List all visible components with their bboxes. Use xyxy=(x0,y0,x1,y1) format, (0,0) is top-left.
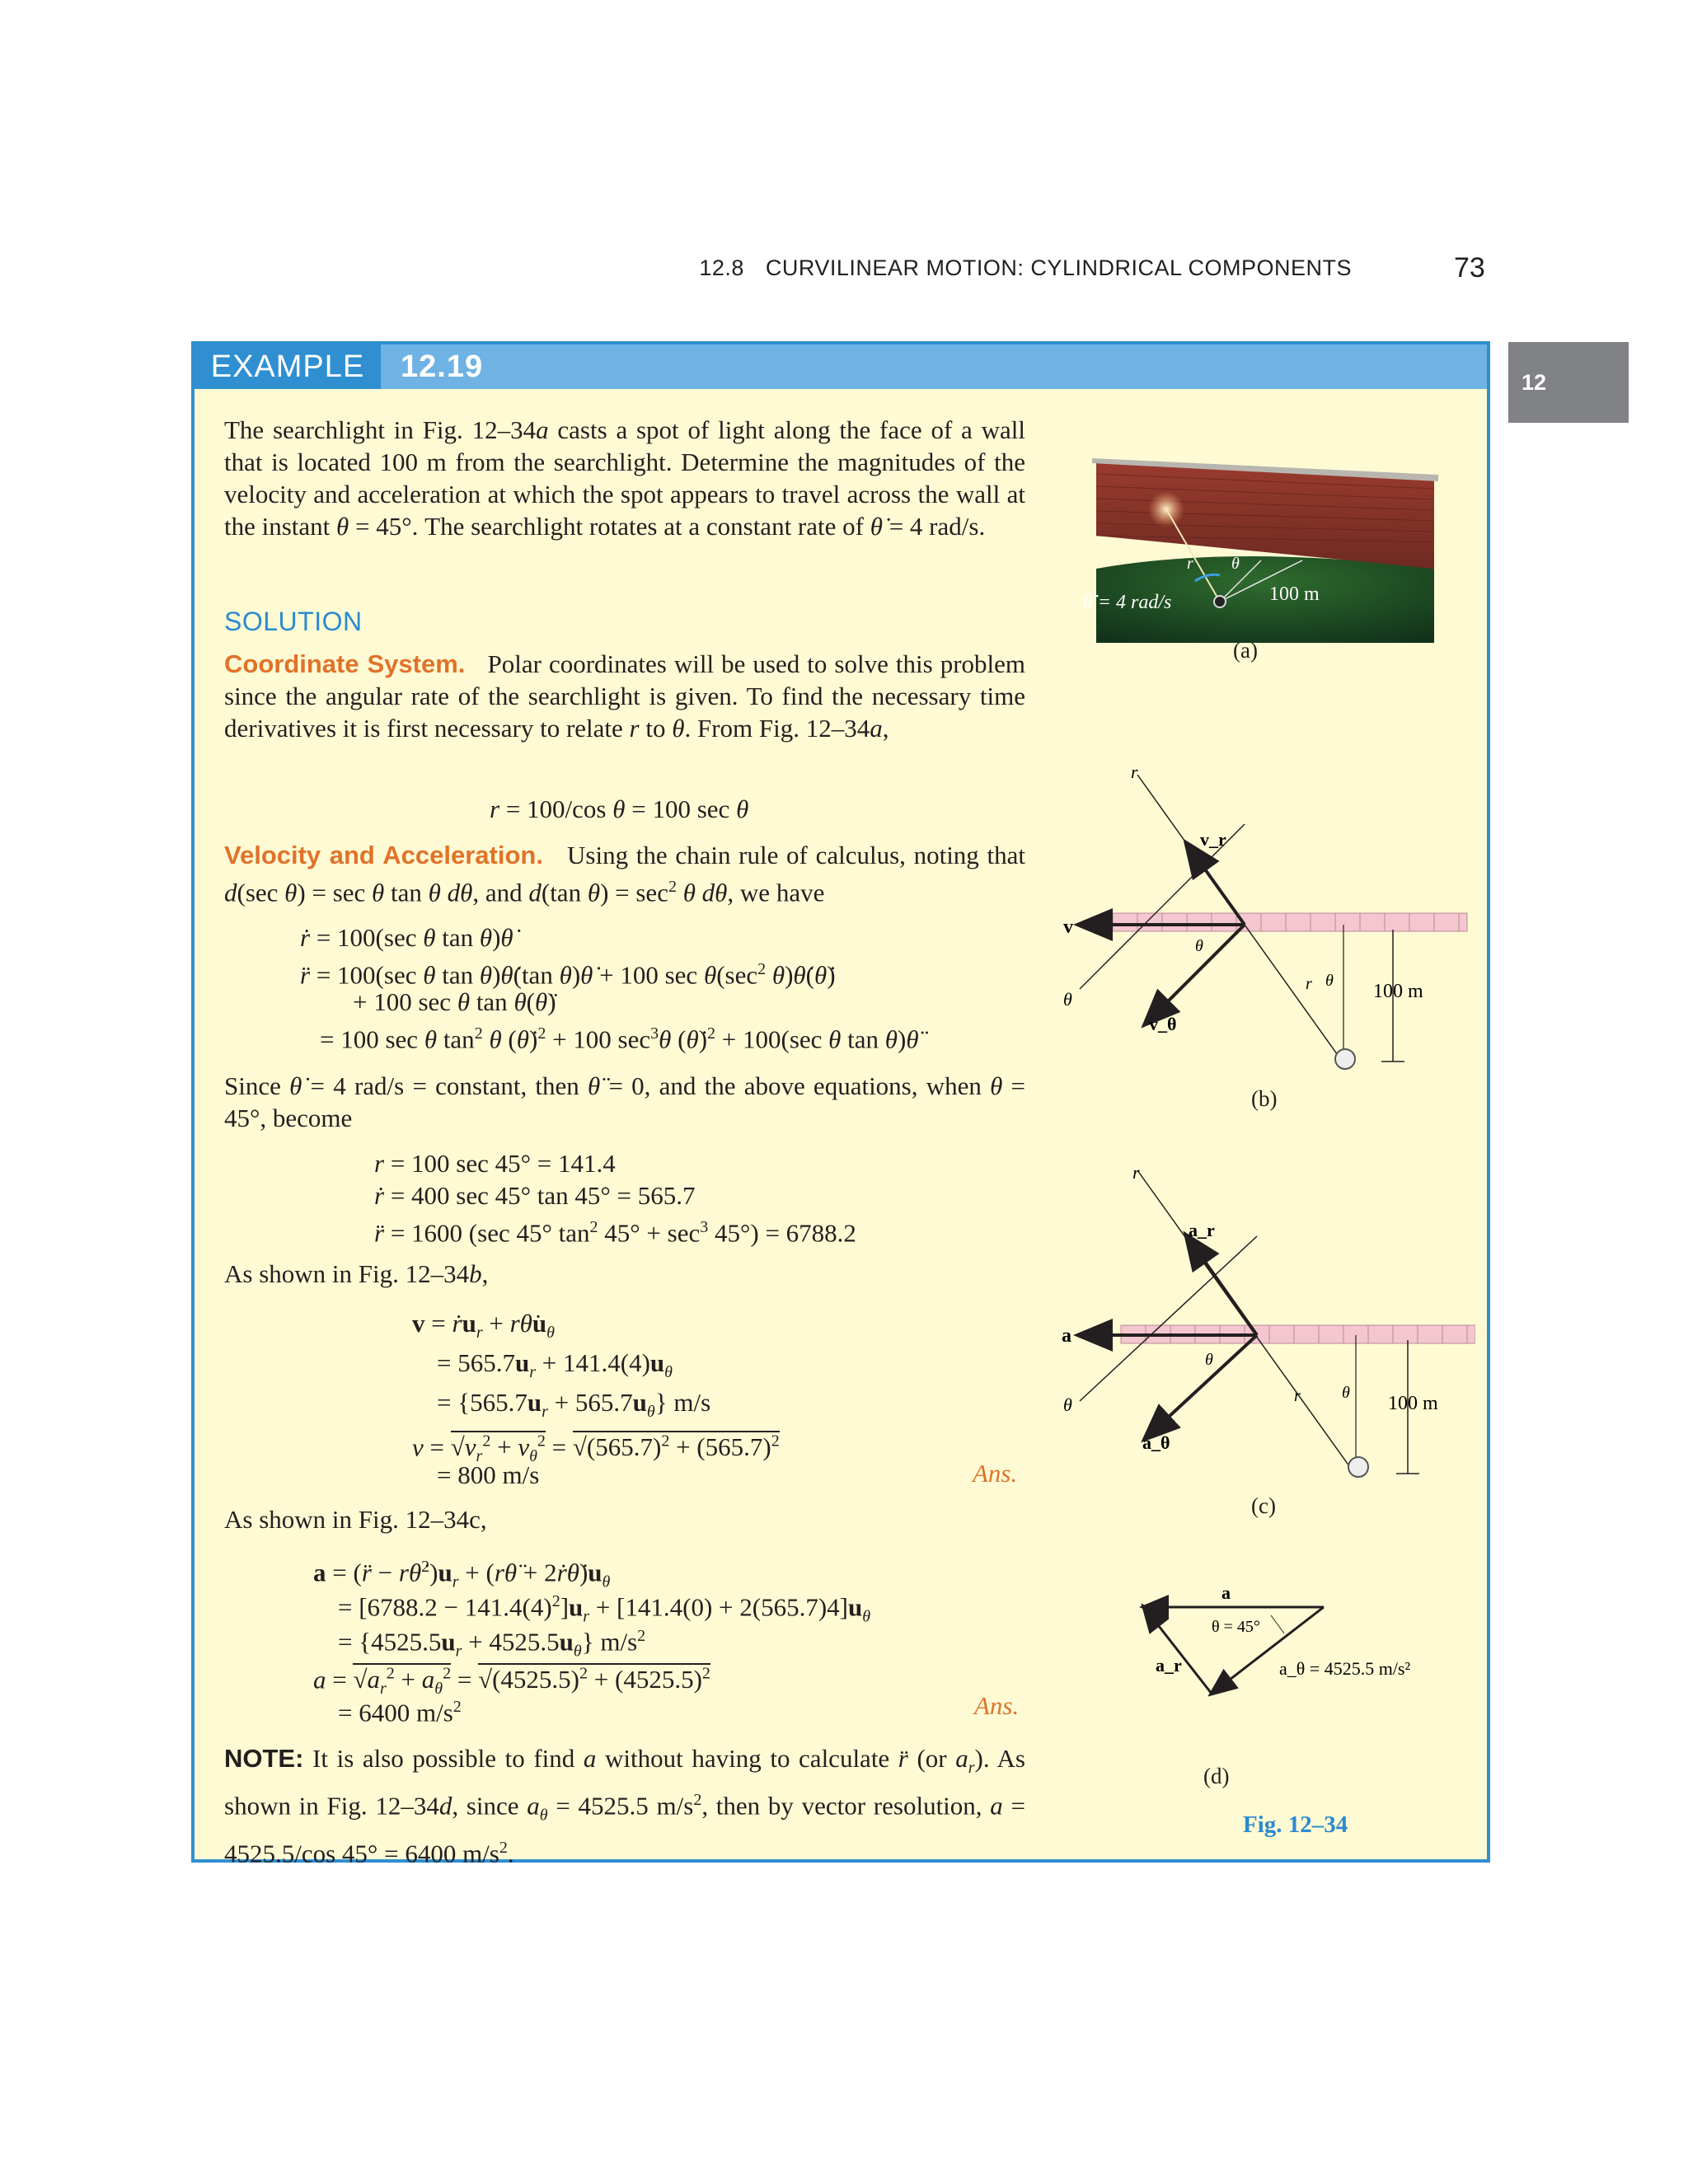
fig-c-atheta-label: a_θ xyxy=(1142,1432,1170,1453)
fig-c-a-label: a xyxy=(1062,1325,1071,1347)
velocity-answer: = 800 m/s xyxy=(437,1460,540,1489)
chapter-tab-label: 12 xyxy=(1521,370,1547,395)
note-label: NOTE: xyxy=(224,1744,304,1773)
figure-caption: Fig. 12–34 xyxy=(1243,1811,1348,1838)
fig-b-vtheta-label: v_θ xyxy=(1149,1014,1177,1034)
example-number: 12.19 xyxy=(401,349,484,384)
shown-b-text: As shown in Fig. 12–34b, xyxy=(224,1259,489,1288)
velocity-acceleration-paragraph: Velocity and Acceleration. Using the chain rule of calculus, noting that d(sec θ) = sec θ tan θ dθ, and d(tan $\theta) = \sec^2 \theta$ dθ, we have xyxy=(224,841,1025,907)
page-number: 73 xyxy=(1454,252,1485,284)
equation-r: r = 100/cos θ = 100 sec θ xyxy=(490,794,749,823)
fig-c-theta-axis-label: θ xyxy=(1063,1394,1072,1415)
deriv-line-1: ṙ = 100(sec θ tan θ)θ̇ xyxy=(300,923,513,952)
fig-d-ar-vector xyxy=(1144,1607,1212,1694)
velocity-magnitude-line: $v = √v_r^2 + v_\theta^2 = √(565.7)^2 + (565.7)^2$ xyxy=(412,1432,780,1466)
figure-c-diagram xyxy=(1047,1154,1475,1516)
chapter-tab xyxy=(1508,342,1629,423)
figure-b-diagram xyxy=(1047,742,1475,1104)
accel-line-3: = $\{4525.5u_r + 4525.5u_\theta\}$ $m/s^2$ xyxy=(338,1627,646,1661)
fig-b-vr-vector xyxy=(1187,844,1245,925)
fig-d-angle-arc xyxy=(1271,1615,1284,1633)
fig-c-label: (c) xyxy=(1251,1493,1276,1518)
fig-b-label: (b) xyxy=(1251,1086,1278,1111)
fig-a-r-label: r xyxy=(1187,555,1193,573)
value-line-2: ṙ = 400 sec 45° tan 45° = 565.7 xyxy=(374,1181,696,1210)
fig-d-atheta-value: a_θ = 4525.5 m/s² xyxy=(1279,1658,1411,1679)
deriv-line-2: r̈ = 100(sec θ tan θ)θ̇(tan θ)θ̇ + 100 $\sec \theta(\sec^2$ θ)θ̇(θ̇) xyxy=(300,960,836,990)
fig-b-wall xyxy=(1113,913,1467,931)
example-label: EXAMPLE xyxy=(195,344,381,389)
value-line-1: r = 100 sec 45° = 141.4 xyxy=(374,1149,616,1178)
fig-c-ar-vector xyxy=(1187,1236,1257,1335)
fig-c-searchlight xyxy=(1348,1457,1368,1477)
deriv-line-3: + 100 sec θ tan θ(θ̈) xyxy=(353,987,556,1016)
accel-answer: = 6400 $m/s^2$ xyxy=(338,1698,462,1727)
fig-b-vr-label: v_r xyxy=(1200,829,1226,850)
fig-a-theta-label: θ xyxy=(1231,555,1240,573)
problem-statement: The searchlight in Fig. 12–34a casts a spot of light along the face of a wall that is located 100 m from the searchlight. Determine the magnitudes of the velocity and acceleration at which the spot appears to travel across the wall at the instant θ = 45°. The searchlight rotates at a constant rate of θ̇ = 4 rad/s. xyxy=(224,415,1025,541)
velocity-line-1: v = ṙu$_r$ + $r\thetȧu_\theta$ xyxy=(412,1309,555,1343)
fig-c-ar-label: a_r xyxy=(1189,1220,1215,1240)
velocity-line-2: = $565.7u_r + 141.4(4)u_\theta$ xyxy=(437,1348,673,1382)
fig-c-angle-label: θ xyxy=(1205,1351,1213,1369)
fig-d-ar-label: a_r xyxy=(1156,1655,1182,1675)
section-title: CURVILINEAR MOTION: CYLINDRICAL COMPONENTS xyxy=(765,255,1352,280)
searchlight xyxy=(1214,596,1226,607)
fig-b-distance-label: 100 m xyxy=(1373,981,1423,1002)
fig-b-r-axis-label: r xyxy=(1131,762,1138,782)
velocity-acceleration-heading: Velocity and Acceleration. xyxy=(224,841,543,869)
fig-c-atheta-vector xyxy=(1146,1335,1257,1438)
solution-heading: SOLUTION xyxy=(224,607,363,636)
fig-a-distance-label: 100 m xyxy=(1269,583,1320,605)
example-header-bar xyxy=(195,344,1487,389)
value-line-3: r̈ = 1600 (sec 45° $\tan^2 45^\circ + \sec^3 45^\circ) = 6788.2$ xyxy=(374,1218,856,1248)
figure-a-illustration xyxy=(1071,445,1451,643)
fig-d-a-label: a xyxy=(1221,1582,1231,1603)
fig-c-r-small-label: r xyxy=(1294,1387,1301,1405)
fig-c-distance-label: 100 m xyxy=(1388,1393,1438,1414)
deriv-line-4: = 100 sec θ $\tan^2 \theta$ (θ̇)$^2$ + 100 $\sec^3\theta$ (θ̇)$^2$ + 100(sec θ tan θ)θ̈ xyxy=(320,1024,919,1054)
accel-line-1: a = (r̈ − $r\thetȧ^2)u_r$ + (rθ̈ + $2ṙ\thetȧ)u_\theta$ xyxy=(313,1558,611,1591)
since-paragraph: Since θ̇ = 4 rad/s = constant, then θ̈ = 0, and the above equations, when θ = 45°, become xyxy=(224,1071,1026,1132)
shown-c-text: As shown in Fig. 12–34c, xyxy=(224,1505,487,1534)
fig-c-theta-small-label: θ xyxy=(1342,1384,1350,1402)
fig-b-v-label: v xyxy=(1063,916,1073,938)
note-paragraph: NOTE: It is also possible to find a without having to calculate r̈ (or $a_r$). As shown in Fig. 12–34d, since $a_\theta = 4525.5$ $m/s^2$, then by vector resolution, a = 4525.5/cos 45° = 6400 $m/s^2$. xyxy=(224,1744,1025,1868)
accel-ans-label: Ans. xyxy=(974,1691,1020,1720)
figure-d-diagram xyxy=(1129,1582,1459,1722)
fig-b-theta-small-label: θ xyxy=(1325,972,1334,990)
coordinate-system-heading: Coordinate System. xyxy=(224,649,466,678)
fig-d-label: (d) xyxy=(1203,1764,1230,1788)
fig-d-angle-label: θ = 45° xyxy=(1212,1618,1260,1636)
velocity-line-3: = $\{565.7u_r + 565.7u_\theta\}$ m/s xyxy=(437,1388,711,1422)
coordinate-system-paragraph: Coordinate System. Polar coordinates will be used to solve this problem since the angular rate of the searchlight is given. To find the necessary time derivatives it is first necessary to relate r to θ. From Fig. 12–34a, xyxy=(224,649,1026,743)
fig-b-searchlight xyxy=(1335,1049,1355,1069)
velocity-ans-label: Ans. xyxy=(973,1459,1018,1488)
fig-c-theta-line xyxy=(1080,1236,1257,1401)
fig-b-theta-axis-label: θ xyxy=(1063,989,1072,1010)
fig-b-r-small-label: r xyxy=(1306,975,1312,993)
accel-line-2: = $[6788.2 - 141.4(4)^2]u_r + [141.4(0) + 2(565.7)4]u_\theta$ xyxy=(338,1592,871,1626)
fig-b-angle-label: θ xyxy=(1195,937,1203,955)
section-number: 12.8 xyxy=(699,255,744,280)
fig-a-label: (a) xyxy=(1233,638,1258,663)
running-head xyxy=(0,255,1352,281)
rate-label: θ̇ = 4 rad/s xyxy=(1083,592,1172,613)
fig-c-r-axis-label: r xyxy=(1132,1162,1140,1183)
accel-magnitude-line: $a = √a_r^2 + a_\theta^2 = √(4525.5)^2 + (4525.5)^2$ xyxy=(313,1665,710,1699)
